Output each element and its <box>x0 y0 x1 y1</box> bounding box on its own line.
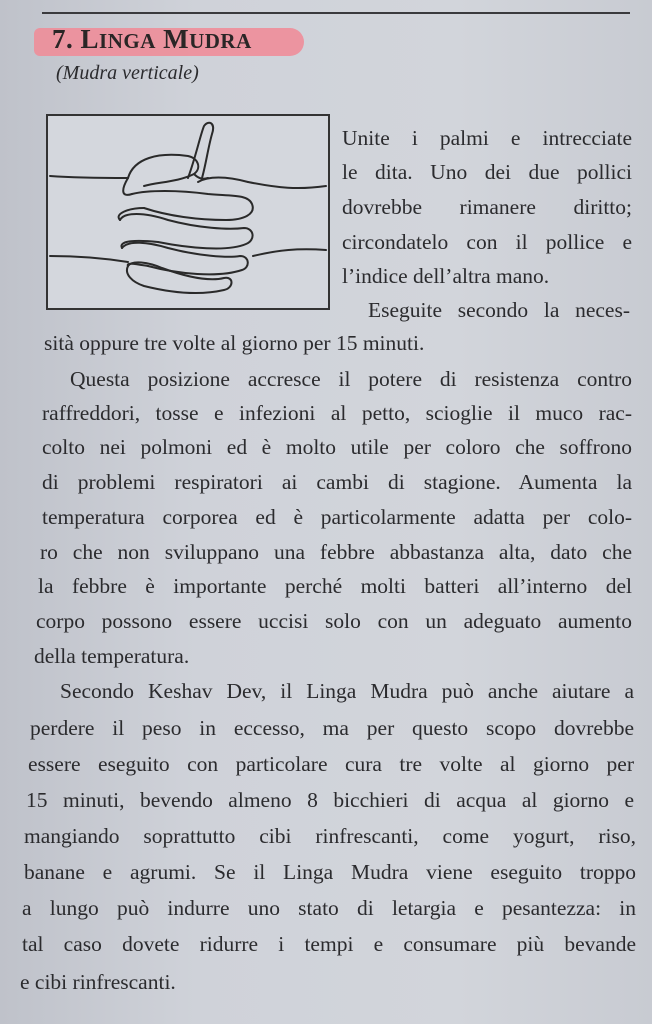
text-line: sità oppure tre volte al giorno per 15 minuti. <box>44 331 425 355</box>
text-line: tal caso dovete ridurre i tempi e consumare più bevande <box>22 932 636 956</box>
text-line: 15 minuti, bevendo almeno 8 bicchieri di acqua al giorno e <box>26 788 634 812</box>
text-line: raffreddori, tosse e infezioni al petto, scioglie il muco rac- <box>42 401 632 425</box>
text-line: Eseguite secondo la neces- <box>368 298 630 322</box>
text-line: ro che non sviluppano una febbre abbastanza alta, dato che <box>40 540 632 564</box>
text-line: la febbre è importante perché molti batteri all’interno del <box>38 574 632 598</box>
text-line: banane e agrumi. Se il Linga Mudra viene eseguito troppo <box>24 860 636 884</box>
text-line: circondatelo con il pollice e <box>342 230 632 254</box>
text-line: le dita. Uno dei due pollici <box>342 160 632 184</box>
hands-drawing <box>48 116 328 308</box>
mudra-illustration <box>46 114 330 310</box>
text-line: corpo possono essere uccisi solo con un adeguato aumento <box>36 609 632 633</box>
text-line: Unite i palmi e intrecciate <box>342 126 632 150</box>
text-line: temperatura corporea ed è particolarmente adatta per colo- <box>42 505 632 529</box>
section-title: 7. LINGA MUDRA <box>52 24 252 54</box>
section-heading <box>34 24 252 58</box>
text-line: l’indice dell’altra mano. <box>342 264 550 288</box>
paragraph-start: Secondo Keshav Dev, il Linga Mudra può anche aiutare a <box>60 679 634 703</box>
text-line: a lungo può indurre uno stato di letargia e pesantezza: in <box>22 896 636 920</box>
text-line: dovrebbe rimanere diritto; <box>342 195 632 219</box>
section-subtitle: (Mudra verticale) <box>56 62 199 84</box>
text-line: della temperatura. <box>34 644 190 668</box>
top-rule <box>42 12 630 14</box>
text-line: e cibi rinfrescanti. <box>20 970 176 994</box>
paragraph-start: Questa posizione accresce il potere di resistenza contro <box>70 367 632 391</box>
text-line: perdere il peso in eccesso, ma per questo scopo dovrebbe <box>30 716 634 740</box>
text-line: essere eseguito con particolare cura tre volte al giorno per <box>28 752 634 776</box>
text-line: colto nei polmoni ed è molto utile per coloro che soffrono <box>42 435 632 459</box>
text-line: di problemi respiratori ai cambi di stagione. Aumenta la <box>42 470 632 494</box>
text-line: mangiando soprattutto cibi rinfrescanti, come yogurt, riso, <box>24 824 636 848</box>
